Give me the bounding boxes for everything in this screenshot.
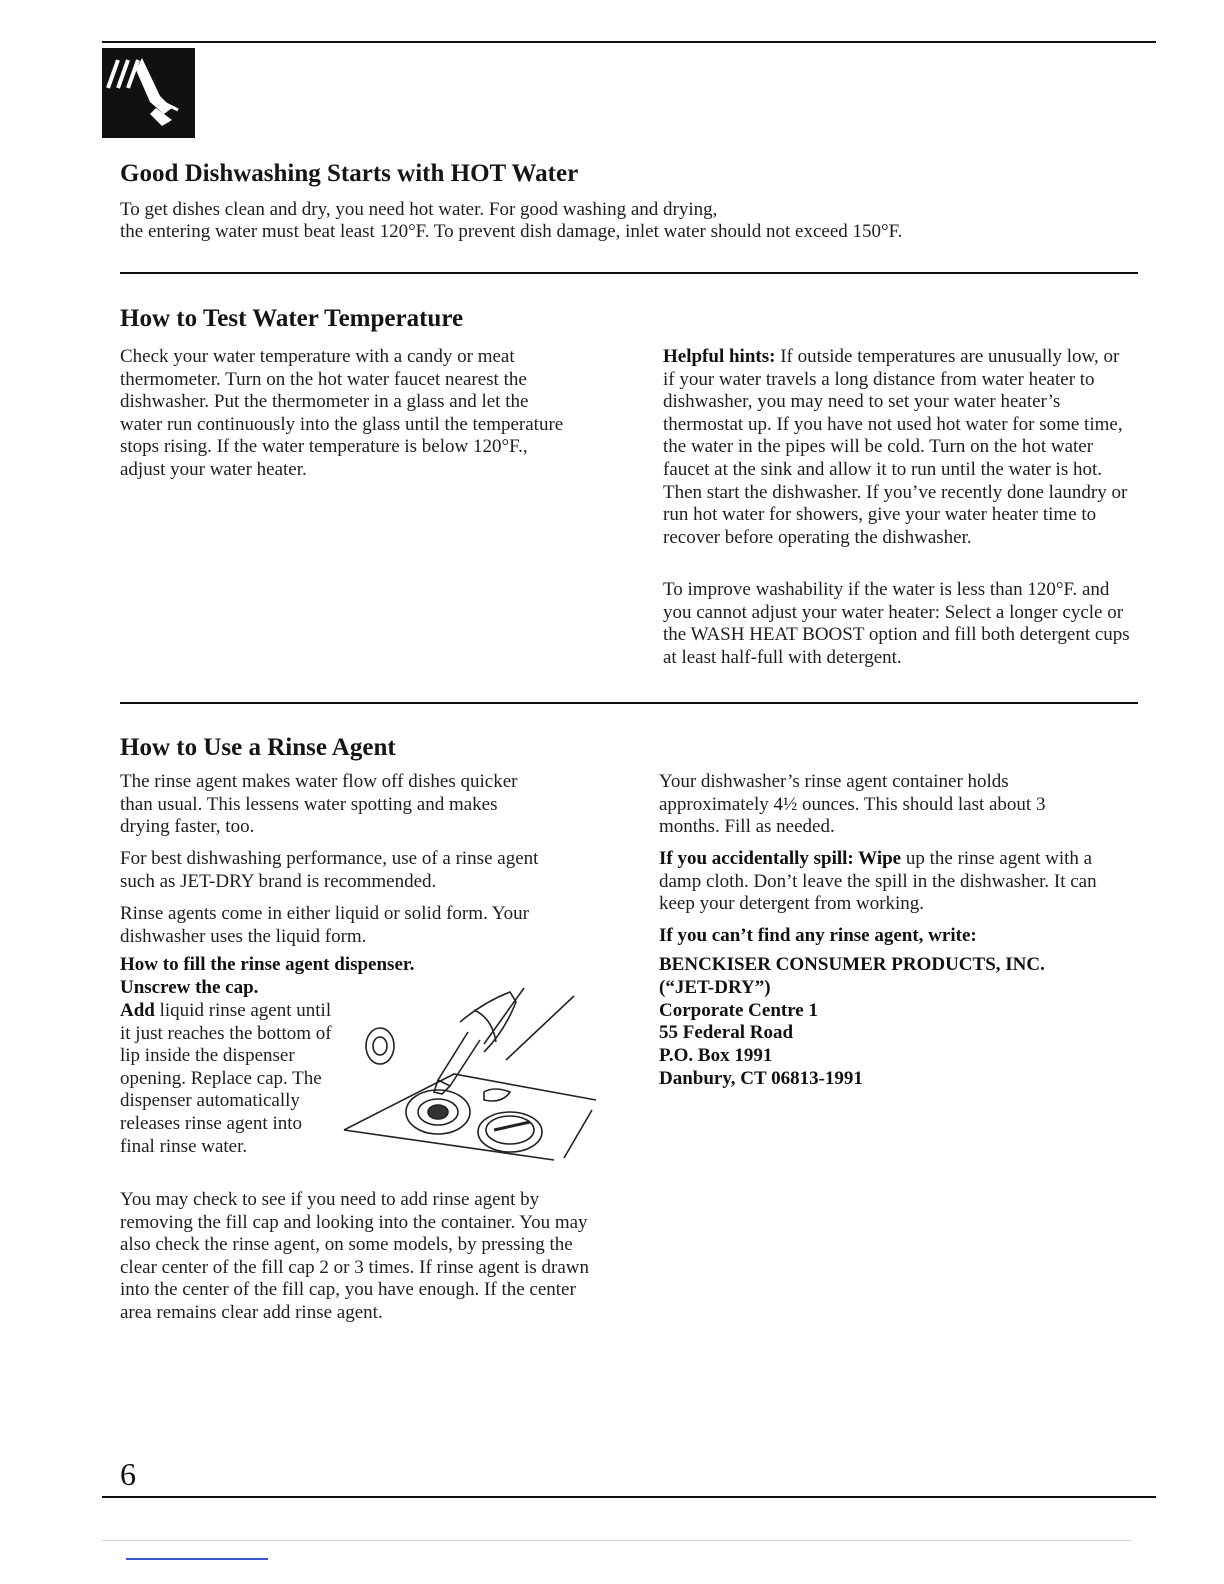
footer-faint-rule xyxy=(102,1540,1132,1541)
fill-heading: How to fill the rinse agent dispenser. xyxy=(120,954,415,975)
address-line-4: Danbury, CT 06813-1991 xyxy=(659,1067,863,1089)
page-number: 6 xyxy=(120,1456,136,1492)
improve-paragraph: To improve washability if the water is less than 120°F. and you cannot adjust your water heater: Select a longer cycle or the WASH HEAT BOOST option and fill both detergent cups at least half-full with detergent. xyxy=(663,579,1130,668)
hand-pouring-icon xyxy=(102,48,195,138)
helpful-hints-text: If outside temperatures are unusually low, or if your water travels a long distance from water heater to dishwasher, you may need to set your water heater’s thermostat up. If you have not used hot water for some time, the water in the pipes will be cold. Turn on the hot water faucet at the sink and allow it to run until the water is hot. Then start the dishwasher. If you’ve recently done laundry or run hot water for showers, give your water heater time to recover before operating the dishwasher. xyxy=(663,346,1128,548)
add-label: Add xyxy=(120,1000,155,1021)
rinse-paragraph-1: The rinse agent makes water flow off dishes quicker than usual. This lessens water spotting and makes drying faster, too. xyxy=(120,771,518,838)
spill-label: If you accidentally spill: Wipe xyxy=(659,848,902,869)
footer-blue-mark xyxy=(126,1558,268,1560)
rinse-paragraph-3: Rinse agents come in either liquid or solid form. Your dishwasher uses the liquid form. xyxy=(120,903,529,947)
capacity-paragraph: Your dishwasher’s rinse agent container holds approximately 4½ ounces. This should last about 3 months. Fill as needed. xyxy=(659,771,1046,838)
intro-title: Good Dishwashing Starts with HOT Water xyxy=(120,160,579,187)
add-step xyxy=(120,1000,332,1158)
address-brand: (“JET-DRY”) xyxy=(659,976,771,998)
bottom-rule xyxy=(102,1496,1156,1498)
address-line-3: P.O. Box 1991 xyxy=(659,1045,773,1067)
test-section-title: How to Test Water Temperature xyxy=(120,305,464,332)
rinse-paragraph-2: For best dishwashing performance, use of a rinse agent such as JET-DRY brand is recommended. xyxy=(120,848,539,892)
spill-paragraph xyxy=(659,848,1129,916)
rinse-dispenser-illustration xyxy=(334,982,604,1176)
address-company: BENCKISER CONSUMER PRODUCTS, INC. xyxy=(659,954,1045,975)
intro-line-2: the entering water must beat least 120°F. To prevent dish damage, inlet water should not exceed 150°F. xyxy=(120,221,903,242)
address-line-2: 55 Federal Road xyxy=(659,1022,794,1044)
mailing-address xyxy=(659,954,1129,1091)
test-left-paragraph: Check your water temperature with a candy or meat thermometer. Turn on the hot water faucet nearest the dishwasher. Put the thermometer in a glass and let the water run continuously into the glass until the temperature stops rising. If the water temperature is below 120°F., adjust your water heater. xyxy=(120,346,564,480)
intro-line-1: To get dishes clean and dry, you need hot water. For good washing and drying, xyxy=(120,199,718,220)
check-rinse-paragraph: You may check to see if you need to add rinse agent by removing the fill cap and looking into the container. You may also check the rinse agent, on some models, by pressing the clear center of the fill cap 2 or 3 times. If rinse agent is drawn into the center of the fill cap, you have enough. If the center area remains clear add rinse agent. xyxy=(120,1189,590,1323)
write-label: If you can’t find any rinse agent, write: xyxy=(659,925,977,946)
helpful-hints-label: Helpful hints: xyxy=(663,346,776,367)
spill-text: up the rinse agent with a damp cloth. Don’t leave the spill in the dishwasher. It can keep your detergent from working. xyxy=(659,848,1097,915)
intro-text xyxy=(120,199,1040,243)
helpful-hints-paragraph xyxy=(663,346,1133,549)
add-text: liquid rinse agent until it just reaches the bottom of lip inside the dispenser opening. Replace cap. The dispenser automatically releases rinse agent into final rinse water. xyxy=(120,1000,332,1157)
unscrew-step: Unscrew the cap. xyxy=(120,977,259,998)
top-rule xyxy=(102,41,1156,43)
rinse-section-title: How to Use a Rinse Agent xyxy=(120,734,396,761)
section-divider xyxy=(120,702,1138,704)
section-divider xyxy=(120,272,1138,274)
address-line-1: Corporate Centre 1 xyxy=(659,999,818,1021)
